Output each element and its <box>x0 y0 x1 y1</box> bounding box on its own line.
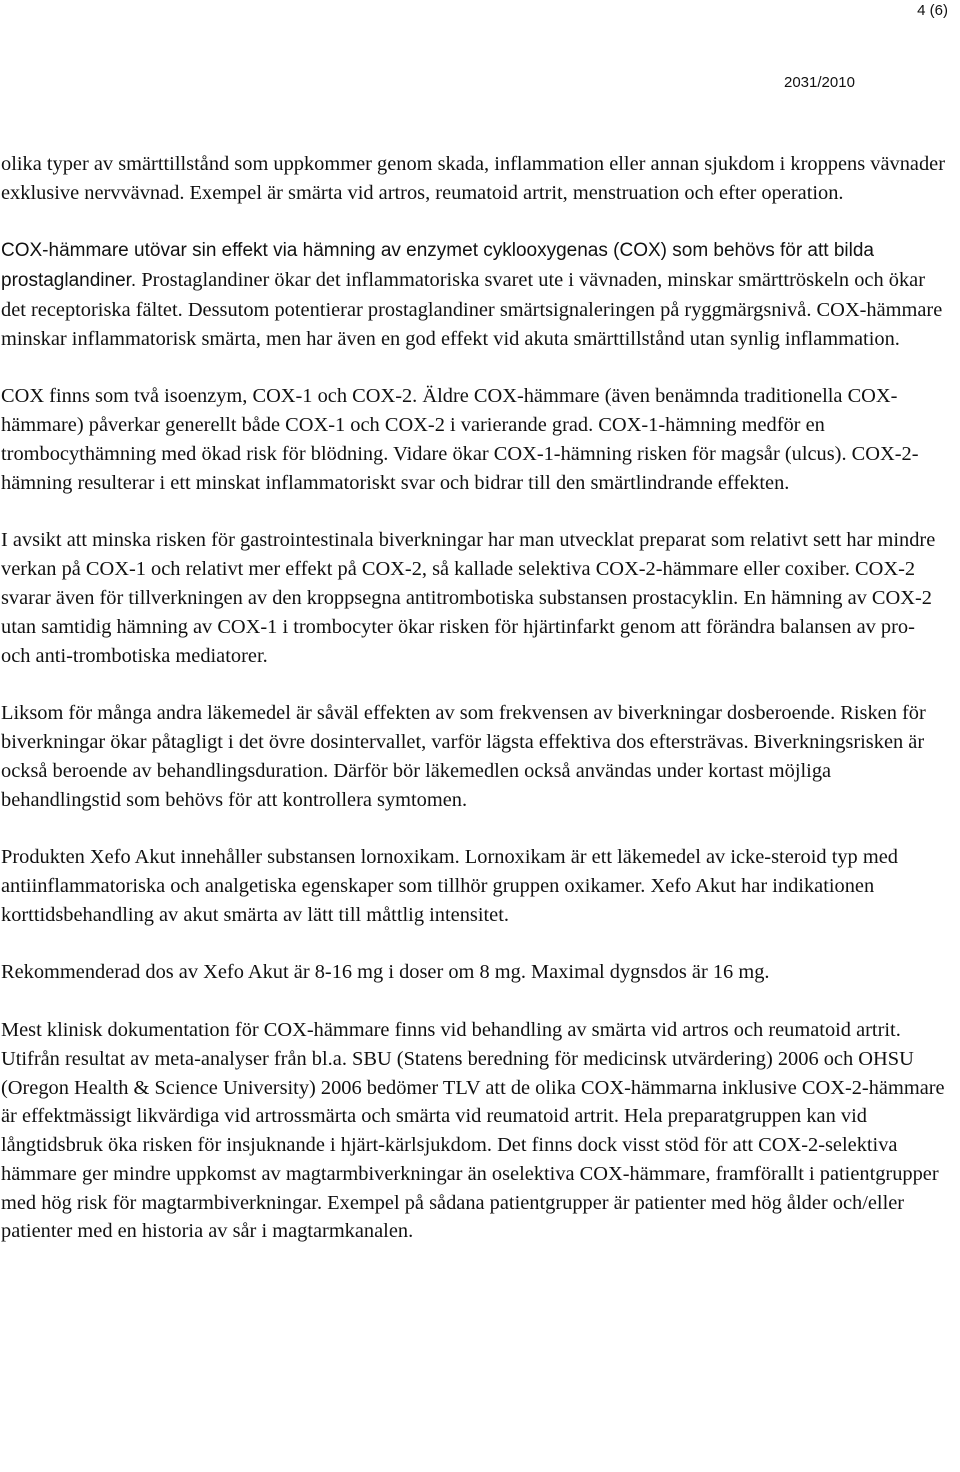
document-body <box>1 150 949 1246</box>
paragraph-cox-mechanism <box>1 236 949 353</box>
document-reference-number: 2031/2010 <box>784 74 855 91</box>
paragraph-pain-types: olika typer av smärttillstånd som uppkommer genom skada, inflammation eller annan sjukdom i kroppens vävnader exklusive nervvävnad. Exempel är smärta vid artros, reumatoid artrit, menstruation och efter operation. <box>1 153 945 204</box>
page-number: 4 (6) <box>917 2 948 19</box>
paragraph-selective-cox2: I avsikt att minska risken för gastrointestinala biverkningar har man utvecklat preparat som relativt sett har mindre verkan på COX-1 och relativt mer effekt på COX-2, så kallade selektiva COX-2-hämmare eller coxiber. COX-2 svarar även för tillverkningen av den kroppsegna antitrombotiska substansen prostacyklin. En hämning av COX-2 utan samtidig hämning av COX-1 i trombocyter ökar risken för hjärtinfarkt genom att förändra balansen av pro- och anti-trombotiska mediatorer. <box>1 529 936 667</box>
paragraph-recommended-dose: Rekommenderad dos av Xefo Akut är 8-16 mg i doser om 8 mg. Maximal dygnsdos är 16 mg. <box>1 961 770 984</box>
paragraph-cox-mechanism-intro: COX-hämmare utövar sin effekt via hämning av enzymet cyklooxygenas (COX) som behövs för att bilda prostaglandiner. <box>1 240 874 292</box>
paragraph-clinical-documentation: Mest klinisk dokumentation för COX-hämmare finns vid behandling av smärta vid artros och reumatoid artrit. Utifrån resultat av meta-analyser från bl.a. SBU (Statens beredning för medicinsk utvärdering) 2006 och OHSU (Oregon Health & Science University) 2006 bedömer TLV att de olika COX-hämmarna inklusive COX-2-hämmare är effektmässigt likvärdiga vid artrossmärta och smärta vid reumatoid artrit. Hela preparatgruppen kan vid långtidsbruk öka risken för insjuknande i hjärt-kärlsjukdom. Det finns dock visst stöd för att COX-2-selektiva hämmare ger mindre uppkomst av magtarmbiverkningar än oselektiva COX-hämmare, framförallt i patientgrupper med hög risk för magtarmbiverkningar. Exempel på sådana patientgrupper är patienter med hög ålder och/eller patienter med en historia av sår i magtarmkanalen. <box>1 1018 945 1243</box>
paragraph-isoenzymes: COX finns som två isoenzym, COX-1 och COX-2. Äldre COX-hämmare (även benämnda traditionella COX-hämmare) påverkar generellt både COX-1 och COX-2 i varierande grad. COX-1-hämning medför en trombocythämning med ökad risk för blödning. Vidare ökar COX-1-hämning risken för magsår (ulcus). COX-2-hämning resulterar i ett minskat inflammatoriskt svar och bidrar till den smärtlindrande effekten. <box>1 385 919 494</box>
paragraph-dose-dependence: Liksom för många andra läkemedel är såväl effekten av som frekvensen av biverkningar dosberoende. Risken för biverkningar ökar påtagligt i det övre dosintervallet, varför lägsta effektiva dos eftersträvas. Biverkningsrisken är också beroende av behandlingsduration. Därför bör läkemedlen också användas under kortast möjliga behandlingstid som behövs för att kontrollera symtomen. <box>1 702 926 811</box>
paragraph-cox-mechanism-body: Prostaglandiner ökar det inflammatoriska svaret ute i vävnaden, minskar smärttröskeln och ökar det receptoriska fältet. Dessutom potentierar prostaglandiner smärtsignaleringen på ryggmärgsnivå. COX-hämmare minskar inflammatorisk smärta, men har även en god effekt vid akuta smärttillstånd utan synlig inflammation. <box>1 269 943 350</box>
paragraph-product-xefo-akut: Produkten Xefo Akut innehåller substansen lornoxikam. Lornoxikam är ett läkemedel av icke-steroid typ med antiinflammatoriska och analgetiska egenskaper som tillhör gruppen oxikamer. Xefo Akut har indikationen korttidsbehandling av akut smärta av lätt till måttlig intensitet. <box>1 846 898 926</box>
